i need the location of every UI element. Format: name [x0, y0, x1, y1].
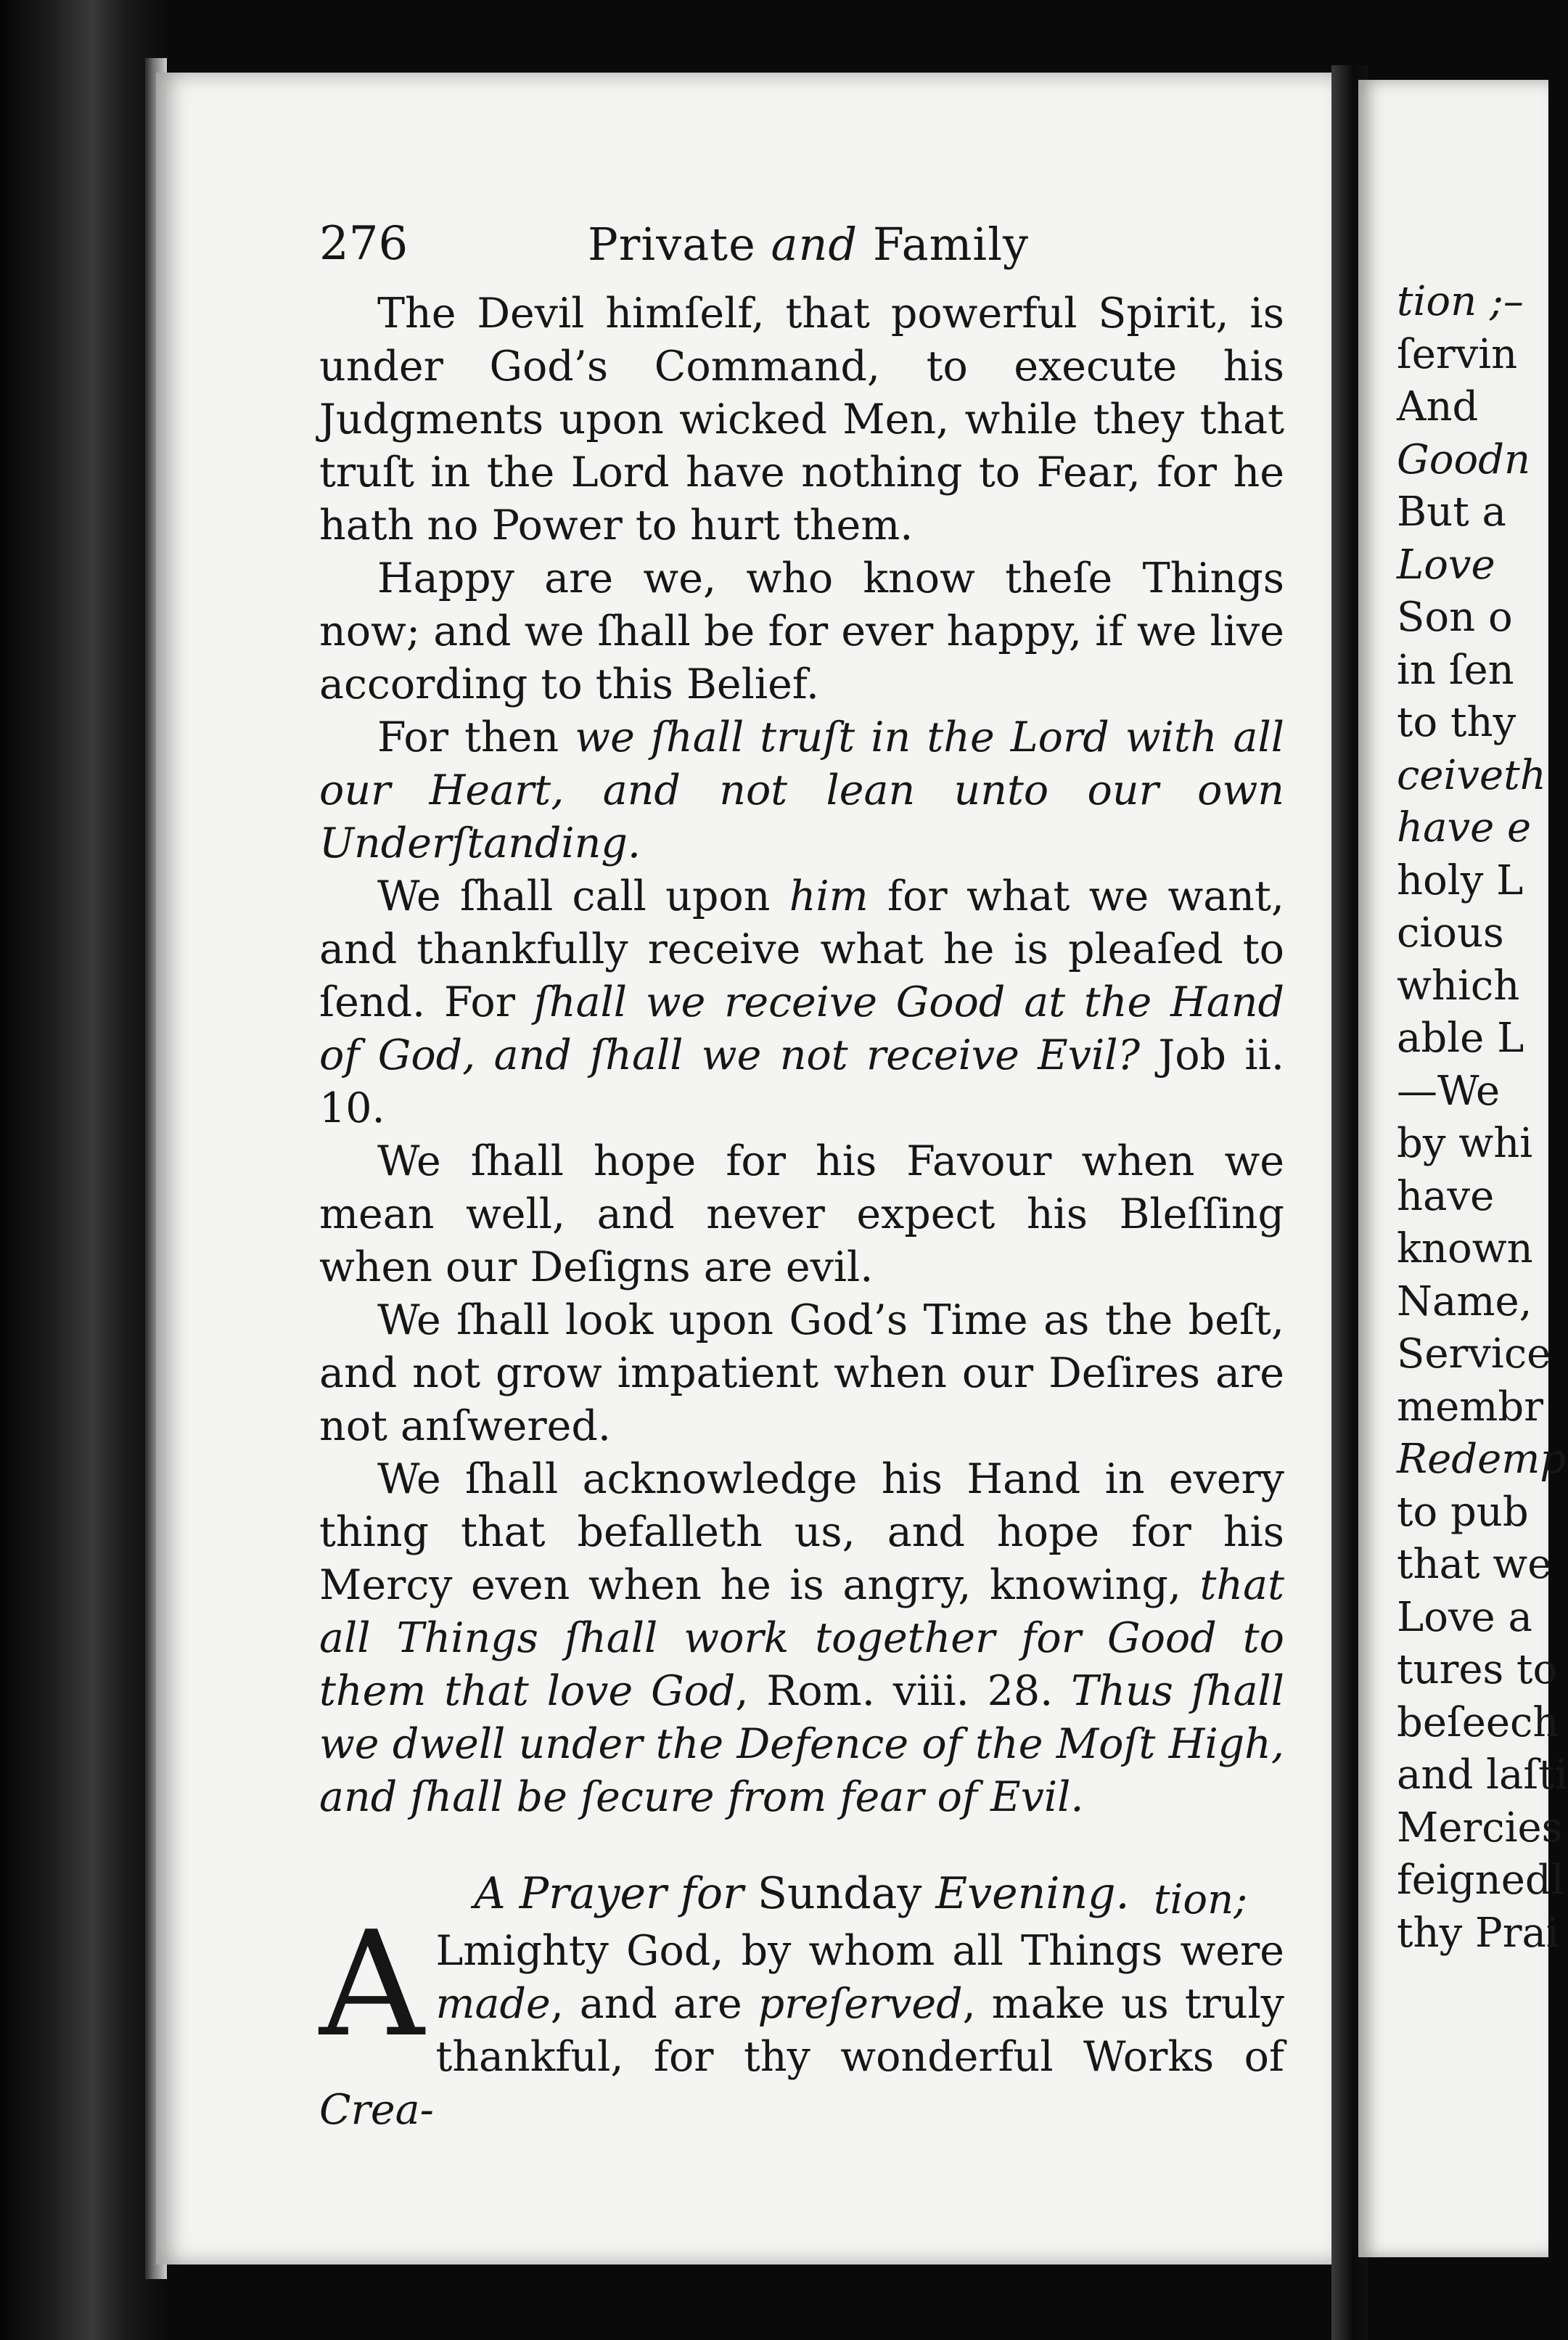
book-binding	[0, 0, 167, 2340]
text-segment: ſhall we receive Good at the Hand of God, and ſhall we not receive Evil?	[319, 978, 1284, 1079]
right-page-line	[1397, 855, 1548, 908]
right-page-line	[1397, 1802, 1563, 1855]
right-page-line	[1397, 1644, 1558, 1697]
right-page-line-text: have e	[1397, 804, 1532, 851]
right-page-line-text: tures to	[1397, 1646, 1558, 1693]
right-page-line	[1397, 1854, 1564, 1907]
paragraph	[319, 287, 1284, 552]
prayer-body	[319, 1900, 1284, 2137]
right-page-line-text: Love a	[1397, 1593, 1532, 1641]
right-page-line-text: Son o	[1397, 594, 1513, 641]
right-page-line-text: Redemp	[1397, 1436, 1567, 1483]
right-page-line	[1397, 381, 1548, 434]
text-segment: preſerved	[758, 1980, 963, 2028]
right-page-line-text: in ſen	[1397, 646, 1514, 694]
right-page-line	[1397, 1486, 1548, 1539]
right-page-line	[1397, 329, 1548, 382]
text-segment: We ſhall call upon	[377, 872, 789, 920]
right-page-line	[1397, 802, 1548, 855]
left-page-text	[319, 218, 1284, 2137]
right-page-line-text: holy L	[1397, 856, 1524, 904]
right-page-line-text: that we	[1397, 1541, 1552, 1588]
text-segment: We ſhall look upon God’s Time as the beſt, and not grow impatient when our Deſires are not anſwered.	[319, 1296, 1284, 1450]
right-page-line-text: thy Prai	[1397, 1909, 1559, 1957]
right-page-line	[1397, 1276, 1548, 1329]
right-page-line-text: feignedl	[1397, 1857, 1564, 1904]
text-segment: Thus ſhall we dwell under the Defence of the Moſt High, and ſhall be ſecure from fear of Evil.	[319, 1667, 1285, 1821]
text-segment: Crea-	[319, 2086, 434, 2134]
right-page-line	[1397, 1592, 1548, 1645]
text-segment: For then	[377, 713, 575, 761]
paragraph	[319, 711, 1284, 870]
right-page-line-text: —We	[1397, 1067, 1501, 1115]
right-page-line	[1397, 539, 1548, 592]
right-page-line-text: have	[1397, 1172, 1495, 1220]
running-title-suffix: Family	[872, 218, 1030, 271]
right-page-line	[1397, 1539, 1552, 1592]
right-page-line	[1397, 276, 1548, 329]
text-segment: that all Things ſhall work together for Good to them that love God	[319, 1561, 1284, 1715]
right-page-line-text: cious	[1397, 909, 1504, 957]
right-page-line-text: And	[1397, 383, 1479, 430]
right-page-line	[1397, 1907, 1559, 1960]
paragraph	[319, 1135, 1284, 1294]
right-page-line-text: Goodn	[1397, 435, 1531, 483]
right-page-line-text: which	[1397, 962, 1520, 1010]
right-page-line-text: Love	[1397, 541, 1495, 589]
right-page-line-text: and laſti	[1397, 1751, 1568, 1799]
right-page-line-text: to pub	[1397, 1488, 1529, 1536]
text-segment: We ſhall hope for his Favour when we mean well, and never expect his Bleſſing when our Deſigns are evil.	[319, 1137, 1284, 1291]
paragraph	[319, 870, 1284, 1135]
right-page-line-text: Service	[1397, 1330, 1551, 1378]
right-page-line-text: membr	[1397, 1383, 1543, 1431]
text-segment: Sunday	[743, 1868, 936, 1919]
page-number: 276	[319, 217, 409, 271]
right-page-line	[1397, 592, 1548, 645]
right-page-line	[1397, 1171, 1548, 1224]
right-page-line	[1397, 1433, 1567, 1486]
text-segment: A Prayer for	[474, 1868, 744, 1919]
right-page-line	[1397, 960, 1548, 1013]
prayer-title	[319, 1868, 1284, 1920]
text-segment: Lmighty God, by whom all Things were	[435, 1927, 1284, 1975]
text-segment: , make us truly thankful, for thy wonderful Works of	[435, 1980, 1284, 2081]
text-segment: Job ii. 10.	[319, 1031, 1284, 1132]
drop-cap: A	[319, 1900, 424, 2069]
right-page-line-text: beſeech	[1397, 1698, 1559, 1746]
right-page-line	[1397, 1012, 1548, 1065]
running-title	[588, 218, 1029, 271]
right-page-line	[1397, 486, 1548, 539]
right-page-line-text: ceiveth	[1397, 751, 1546, 799]
paragraph	[319, 552, 1284, 711]
right-page-line	[1397, 1749, 1568, 1802]
text-segment: , and are	[550, 1980, 758, 2028]
right-page-line	[1397, 907, 1548, 960]
right-page-line-text: Name,	[1397, 1277, 1532, 1325]
right-page-line	[1397, 1381, 1548, 1434]
right-page-line	[1397, 1118, 1548, 1171]
right-page-line-text: Mercies	[1397, 1804, 1563, 1852]
text-segment: we ſhall truſt in the Lord with all our Heart, and not lean unto our own Underſtanding.	[319, 713, 1285, 867]
right-page-line	[1397, 1697, 1559, 1750]
text-segment: Happy are we, who know theſe Things now; and we ſhall be for ever happy, if we live according to this Belief.	[319, 555, 1284, 708]
right-page-line	[1397, 1065, 1548, 1118]
catchword: tion;	[1154, 1876, 1248, 1923]
right-page-line-text: able L	[1397, 1015, 1524, 1062]
text-segment: made	[435, 1980, 551, 2028]
right-page-line	[1397, 697, 1548, 750]
right-page-line	[1397, 1328, 1551, 1381]
body-paragraphs	[319, 287, 1284, 1824]
right-page-line-text: But a	[1397, 488, 1506, 536]
right-page-line-text: known	[1397, 1225, 1533, 1272]
right-page-line	[1397, 645, 1548, 698]
paragraph	[319, 1294, 1284, 1453]
right-page-line-text: by whi	[1397, 1120, 1533, 1167]
text-segment: We ſhall acknowledge his Hand in every thing that befalleth us, and hope for his Mercy even when he is angry, knowing,	[319, 1455, 1284, 1609]
text-segment: him	[789, 872, 869, 920]
running-head	[319, 218, 1284, 287]
running-title-conjunction: and	[771, 218, 858, 271]
right-page-line	[1397, 434, 1548, 487]
right-page-line	[1397, 1223, 1548, 1276]
text-segment: The Devil himſelf, that powerful Spirit, is under God’s Command, to execute his Judgments upon wicked Men, while they that truſt in the Lord have nothing to Fear, for he hath no Power to hurt them.	[319, 290, 1284, 549]
right-page-line-text: tion ;–	[1397, 278, 1524, 325]
right-page-fragment	[1397, 276, 1568, 1960]
right-page-line-text: to thy	[1397, 699, 1516, 746]
paragraph	[319, 1453, 1284, 1824]
text-segment: , Rom. viii. 28.	[735, 1667, 1072, 1715]
right-page-line-text: ſervin	[1397, 330, 1518, 378]
right-page-line	[1397, 750, 1548, 803]
text-segment: for what we want, and thankfully receive what he is pleaſed to ſend. For	[319, 872, 1284, 1026]
text-segment: Evening.	[935, 1868, 1130, 1919]
running-title-prefix: Private	[588, 218, 756, 271]
